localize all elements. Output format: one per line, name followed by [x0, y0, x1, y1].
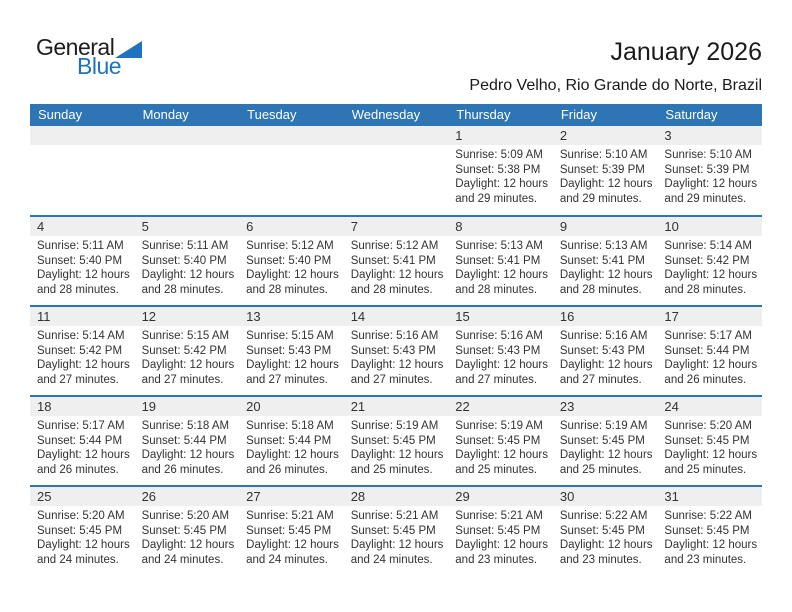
- sunset-text: Sunset: 5:39 PM: [664, 163, 750, 176]
- calendar-cell-day-6: [239, 217, 344, 305]
- daylight-text-line2: and 25 minutes.: [559, 463, 642, 476]
- week-row: [30, 395, 762, 485]
- day-details: [657, 236, 762, 297]
- calendar-cell-day-19: [135, 397, 240, 485]
- day-details: [553, 416, 658, 477]
- day-number: 30: [553, 487, 658, 506]
- daylight-text-line2: and 27 minutes.: [350, 373, 433, 386]
- calendar-cell-day-17: [657, 307, 762, 395]
- sunset-text: Sunset: 5:44 PM: [246, 434, 332, 447]
- sunset-text: Sunset: 5:44 PM: [141, 434, 227, 447]
- day-number: 8: [448, 217, 553, 236]
- calendar-cell-day-22: [448, 397, 553, 485]
- daylight-text-line2: and 29 minutes.: [559, 192, 642, 205]
- logo-text-blue: Blue: [77, 53, 122, 79]
- day-details: [239, 506, 344, 567]
- daylight-text-line1: Daylight: 12 hours: [246, 449, 339, 461]
- daylight-text-line1: Daylight: 12 hours: [664, 178, 758, 190]
- sunrise-text: Sunrise: 5:13 AM: [455, 240, 543, 252]
- day-details: [344, 416, 449, 477]
- daylight-text-line2: and 26 minutes.: [141, 463, 224, 476]
- day-number: [30, 126, 135, 145]
- daylight-text-line1: Daylight: 12 hours: [559, 359, 653, 371]
- day-number: [239, 126, 344, 145]
- sunrise-text: Sunrise: 5:18 AM: [141, 420, 230, 432]
- sunset-text: Sunset: 5:45 PM: [246, 524, 332, 537]
- sunset-text: Sunset: 5:41 PM: [559, 254, 645, 267]
- sunset-text: Sunset: 5:44 PM: [664, 344, 750, 357]
- daylight-text-line1: Daylight: 12 hours: [246, 269, 339, 281]
- day-details: [553, 145, 658, 206]
- day-details: [135, 236, 240, 297]
- calendar-cell-day-30: [553, 487, 658, 575]
- daylight-text-line1: Daylight: 12 hours: [350, 359, 444, 371]
- daylight-text-line2: and 24 minutes.: [246, 553, 328, 566]
- sunrise-text: Sunrise: 5:12 AM: [350, 240, 439, 252]
- sunset-text: Sunset: 5:45 PM: [350, 434, 436, 447]
- day-details: [553, 236, 658, 297]
- daylight-text-line2: and 28 minutes.: [559, 283, 642, 296]
- day-number: 2: [553, 126, 658, 145]
- calendar-cell-day-31: [657, 487, 762, 575]
- daylight-text-line2: and 27 minutes.: [455, 373, 538, 386]
- calendar-cell-day-4: [30, 217, 135, 305]
- calendar-cell-day-28: [344, 487, 449, 575]
- daylight-text-line1: Daylight: 12 hours: [350, 269, 444, 281]
- daylight-text-line2: and 26 minutes.: [37, 463, 119, 476]
- month-title: January 2026: [610, 38, 762, 66]
- sunset-text: Sunset: 5:43 PM: [246, 344, 332, 357]
- daylight-text-line1: Daylight: 12 hours: [455, 269, 548, 281]
- daylight-text-line1: Daylight: 12 hours: [141, 539, 235, 551]
- sunrise-text: Sunrise: 5:22 AM: [559, 510, 648, 522]
- calendar: [30, 104, 762, 575]
- day-details: [657, 326, 762, 387]
- calendar-cell-empty: [344, 126, 449, 215]
- day-details: [448, 236, 553, 297]
- logo-text-general: General: [36, 34, 115, 60]
- sunset-text: Sunset: 5:41 PM: [350, 254, 436, 267]
- calendar-cell-day-14: [344, 307, 449, 395]
- day-number: 17: [657, 307, 762, 326]
- calendar-cell-day-13: [239, 307, 344, 395]
- sunrise-text: Sunrise: 5:17 AM: [37, 420, 125, 432]
- calendar-cell-day-29: [448, 487, 553, 575]
- day-details: [448, 416, 553, 477]
- sunset-text: Sunset: 5:41 PM: [455, 254, 541, 267]
- calendar-cell-day-1: [448, 126, 553, 215]
- sunrise-text: Sunrise: 5:11 AM: [141, 240, 229, 252]
- daylight-text-line2: and 27 minutes.: [559, 373, 642, 386]
- daylight-text-line2: and 27 minutes.: [246, 373, 328, 386]
- day-number: [344, 126, 449, 145]
- sunset-text: Sunset: 5:38 PM: [455, 163, 541, 176]
- day-number: [135, 126, 240, 145]
- daylight-text-line1: Daylight: 12 hours: [559, 539, 653, 551]
- daylight-text-line2: and 25 minutes.: [350, 463, 433, 476]
- day-number: 4: [30, 217, 135, 236]
- calendar-cell-day-24: [657, 397, 762, 485]
- day-number: 15: [448, 307, 553, 326]
- daylight-text-line2: and 24 minutes.: [350, 553, 433, 566]
- day-details: [553, 326, 658, 387]
- daylight-text-line2: and 28 minutes.: [350, 283, 433, 296]
- sunset-text: Sunset: 5:43 PM: [559, 344, 645, 357]
- sunrise-text: Sunrise: 5:16 AM: [350, 330, 439, 342]
- day-number: 9: [553, 217, 658, 236]
- calendar-cell-day-18: [30, 397, 135, 485]
- sunset-text: Sunset: 5:40 PM: [141, 254, 227, 267]
- daylight-text-line2: and 23 minutes.: [455, 553, 538, 566]
- daylight-text-line1: Daylight: 12 hours: [664, 269, 758, 281]
- day-number: 20: [239, 397, 344, 416]
- sunset-text: Sunset: 5:43 PM: [455, 344, 541, 357]
- daylight-text-line1: Daylight: 12 hours: [246, 539, 339, 551]
- daylight-text-line2: and 23 minutes.: [559, 553, 642, 566]
- daylight-text-line2: and 26 minutes.: [246, 463, 328, 476]
- day-number: 10: [657, 217, 762, 236]
- daylight-text-line2: and 28 minutes.: [141, 283, 224, 296]
- sunrise-text: Sunrise: 5:19 AM: [350, 420, 439, 432]
- weekday-label-friday: Friday: [560, 107, 597, 122]
- day-details: [448, 145, 553, 206]
- daylight-text-line1: Daylight: 12 hours: [246, 359, 339, 371]
- day-details: [657, 145, 762, 206]
- calendar-cell-empty: [30, 126, 135, 215]
- sunrise-text: Sunrise: 5:20 AM: [141, 510, 230, 522]
- day-number: 3: [657, 126, 762, 145]
- sunrise-text: Sunrise: 5:21 AM: [350, 510, 439, 522]
- daylight-text-line1: Daylight: 12 hours: [455, 539, 548, 551]
- day-number: 12: [135, 307, 240, 326]
- calendar-cell-day-9: [553, 217, 658, 305]
- day-details: [239, 326, 344, 387]
- daylight-text-line1: Daylight: 12 hours: [559, 269, 653, 281]
- day-number: 5: [135, 217, 240, 236]
- sunrise-text: Sunrise: 5:15 AM: [141, 330, 230, 342]
- daylight-text-line2: and 26 minutes.: [664, 373, 747, 386]
- day-number: 16: [553, 307, 658, 326]
- day-details: [135, 506, 240, 567]
- daylight-text-line1: Daylight: 12 hours: [350, 449, 444, 461]
- weekday-label-wednesday: Wednesday: [351, 107, 421, 122]
- sunrise-text: Sunrise: 5:17 AM: [664, 330, 752, 342]
- calendar-cell-day-2: [553, 126, 658, 215]
- calendar-cell-empty: [135, 126, 240, 215]
- day-number: 7: [344, 217, 449, 236]
- sunrise-text: Sunrise: 5:10 AM: [664, 149, 752, 161]
- daylight-text-line2: and 25 minutes.: [664, 463, 747, 476]
- week-row: [30, 485, 762, 575]
- day-number: 14: [344, 307, 449, 326]
- daylight-text-line1: Daylight: 12 hours: [455, 359, 548, 371]
- day-details: [239, 236, 344, 297]
- sunrise-text: Sunrise: 5:15 AM: [246, 330, 334, 342]
- daylight-text-line1: Daylight: 12 hours: [664, 359, 758, 371]
- calendar-grid: [30, 126, 762, 575]
- weekday-label-monday: Monday: [142, 107, 189, 122]
- day-number: 28: [344, 487, 449, 506]
- calendar-cell-day-20: [239, 397, 344, 485]
- day-number: 31: [657, 487, 762, 506]
- daylight-text-line1: Daylight: 12 hours: [37, 449, 130, 461]
- sunrise-text: Sunrise: 5:21 AM: [246, 510, 334, 522]
- sunrise-text: Sunrise: 5:12 AM: [246, 240, 334, 252]
- header-titles: [469, 40, 762, 94]
- daylight-text-line1: Daylight: 12 hours: [141, 269, 235, 281]
- daylight-text-line2: and 29 minutes.: [664, 192, 747, 205]
- sunrise-text: Sunrise: 5:09 AM: [455, 149, 543, 161]
- day-details: [30, 506, 135, 567]
- weekday-label-sunday: Sunday: [38, 107, 83, 122]
- sunrise-text: Sunrise: 5:13 AM: [559, 240, 648, 252]
- day-number: 1: [448, 126, 553, 145]
- daylight-text-line2: and 25 minutes.: [455, 463, 538, 476]
- day-details: [448, 326, 553, 387]
- daylight-text-line2: and 27 minutes.: [141, 373, 224, 386]
- sunset-text: Sunset: 5:45 PM: [455, 524, 541, 537]
- weekday-label-tuesday: Tuesday: [247, 107, 297, 122]
- day-details: [448, 506, 553, 567]
- daylight-text-line2: and 23 minutes.: [664, 553, 747, 566]
- day-details: [30, 326, 135, 387]
- weekday-label-saturday: Saturday: [665, 107, 718, 122]
- sunrise-text: Sunrise: 5:21 AM: [455, 510, 543, 522]
- daylight-text-line1: Daylight: 12 hours: [37, 269, 130, 281]
- sunset-text: Sunset: 5:43 PM: [350, 344, 436, 357]
- daylight-text-line2: and 24 minutes.: [37, 553, 119, 566]
- sunset-text: Sunset: 5:42 PM: [37, 344, 123, 357]
- sunset-text: Sunset: 5:45 PM: [455, 434, 541, 447]
- day-details: [657, 416, 762, 477]
- sunset-text: Sunset: 5:40 PM: [246, 254, 332, 267]
- day-details: [239, 416, 344, 477]
- sunrise-text: Sunrise: 5:14 AM: [664, 240, 752, 252]
- day-details: [135, 326, 240, 387]
- daylight-text-line1: Daylight: 12 hours: [455, 449, 548, 461]
- daylight-text-line2: and 29 minutes.: [455, 192, 538, 205]
- sunset-text: Sunset: 5:42 PM: [141, 344, 227, 357]
- sunrise-text: Sunrise: 5:20 AM: [37, 510, 125, 522]
- day-details: [135, 416, 240, 477]
- day-details: [344, 506, 449, 567]
- day-number: 19: [135, 397, 240, 416]
- day-number: 22: [448, 397, 553, 416]
- calendar-cell-day-21: [344, 397, 449, 485]
- daylight-text-line2: and 24 minutes.: [141, 553, 224, 566]
- day-number: 13: [239, 307, 344, 326]
- sunrise-text: Sunrise: 5:19 AM: [559, 420, 648, 432]
- sunrise-text: Sunrise: 5:16 AM: [455, 330, 543, 342]
- day-number: 26: [135, 487, 240, 506]
- calendar-cell-day-3: [657, 126, 762, 215]
- sunrise-text: Sunrise: 5:19 AM: [455, 420, 543, 432]
- day-number: 24: [657, 397, 762, 416]
- calendar-cell-day-16: [553, 307, 658, 395]
- sunset-text: Sunset: 5:39 PM: [559, 163, 645, 176]
- daylight-text-line2: and 27 minutes.: [37, 373, 119, 386]
- day-details: [30, 416, 135, 477]
- sunset-text: Sunset: 5:40 PM: [37, 254, 123, 267]
- location-subtitle: Pedro Velho, Rio Grande do Norte, Brazil: [469, 77, 762, 94]
- sunset-text: Sunset: 5:45 PM: [664, 434, 750, 447]
- sunset-text: Sunset: 5:45 PM: [559, 434, 645, 447]
- day-details: [553, 506, 658, 567]
- daylight-text-line1: Daylight: 12 hours: [37, 359, 130, 371]
- daylight-text-line1: Daylight: 12 hours: [664, 539, 758, 551]
- calendar-cell-day-8: [448, 217, 553, 305]
- sunset-text: Sunset: 5:44 PM: [37, 434, 123, 447]
- sunrise-text: Sunrise: 5:20 AM: [664, 420, 752, 432]
- sunset-text: Sunset: 5:42 PM: [664, 254, 750, 267]
- daylight-text-line1: Daylight: 12 hours: [141, 449, 235, 461]
- week-row: [30, 126, 762, 215]
- daylight-text-line1: Daylight: 12 hours: [141, 359, 235, 371]
- daylight-text-line1: Daylight: 12 hours: [664, 449, 758, 461]
- week-row: [30, 305, 762, 395]
- calendar-cell-empty: [239, 126, 344, 215]
- calendar-cell-day-26: [135, 487, 240, 575]
- sunset-text: Sunset: 5:45 PM: [664, 524, 750, 537]
- day-number: 25: [30, 487, 135, 506]
- calendar-cell-day-15: [448, 307, 553, 395]
- sunset-text: Sunset: 5:45 PM: [559, 524, 645, 537]
- day-details: [344, 236, 449, 297]
- sunset-text: Sunset: 5:45 PM: [350, 524, 436, 537]
- daylight-text-line1: Daylight: 12 hours: [559, 178, 653, 190]
- day-details: [344, 326, 449, 387]
- day-number: 27: [239, 487, 344, 506]
- calendar-cell-day-12: [135, 307, 240, 395]
- daylight-text-line2: and 28 minutes.: [664, 283, 747, 296]
- day-number: 11: [30, 307, 135, 326]
- weekday-header-row: [30, 104, 762, 126]
- day-number: 6: [239, 217, 344, 236]
- daylight-text-line1: Daylight: 12 hours: [455, 178, 548, 190]
- sunrise-text: Sunrise: 5:18 AM: [246, 420, 334, 432]
- day-number: 21: [344, 397, 449, 416]
- sunset-text: Sunset: 5:45 PM: [141, 524, 227, 537]
- sunrise-text: Sunrise: 5:16 AM: [559, 330, 648, 342]
- daylight-text-line1: Daylight: 12 hours: [37, 539, 130, 551]
- daylight-text-line2: and 28 minutes.: [246, 283, 328, 296]
- weekday-label-thursday: Thursday: [456, 107, 511, 122]
- calendar-cell-day-25: [30, 487, 135, 575]
- calendar-cell-day-10: [657, 217, 762, 305]
- general-blue-logo: [36, 36, 142, 78]
- week-row: [30, 215, 762, 305]
- calendar-cell-day-23: [553, 397, 658, 485]
- day-number: 23: [553, 397, 658, 416]
- day-number: 29: [448, 487, 553, 506]
- sunrise-text: Sunrise: 5:22 AM: [664, 510, 752, 522]
- calendar-cell-day-7: [344, 217, 449, 305]
- sunrise-text: Sunrise: 5:14 AM: [37, 330, 125, 342]
- daylight-text-line1: Daylight: 12 hours: [559, 449, 653, 461]
- daylight-text-line1: Daylight: 12 hours: [350, 539, 444, 551]
- day-details: [657, 506, 762, 567]
- daylight-text-line2: and 28 minutes.: [37, 283, 119, 296]
- day-number: 18: [30, 397, 135, 416]
- daylight-text-line2: and 28 minutes.: [455, 283, 538, 296]
- sunset-text: Sunset: 5:45 PM: [37, 524, 123, 537]
- sunrise-text: Sunrise: 5:10 AM: [559, 149, 648, 161]
- calendar-cell-day-11: [30, 307, 135, 395]
- calendar-cell-day-5: [135, 217, 240, 305]
- sunrise-text: Sunrise: 5:11 AM: [37, 240, 124, 252]
- calendar-cell-day-27: [239, 487, 344, 575]
- day-details: [30, 236, 135, 297]
